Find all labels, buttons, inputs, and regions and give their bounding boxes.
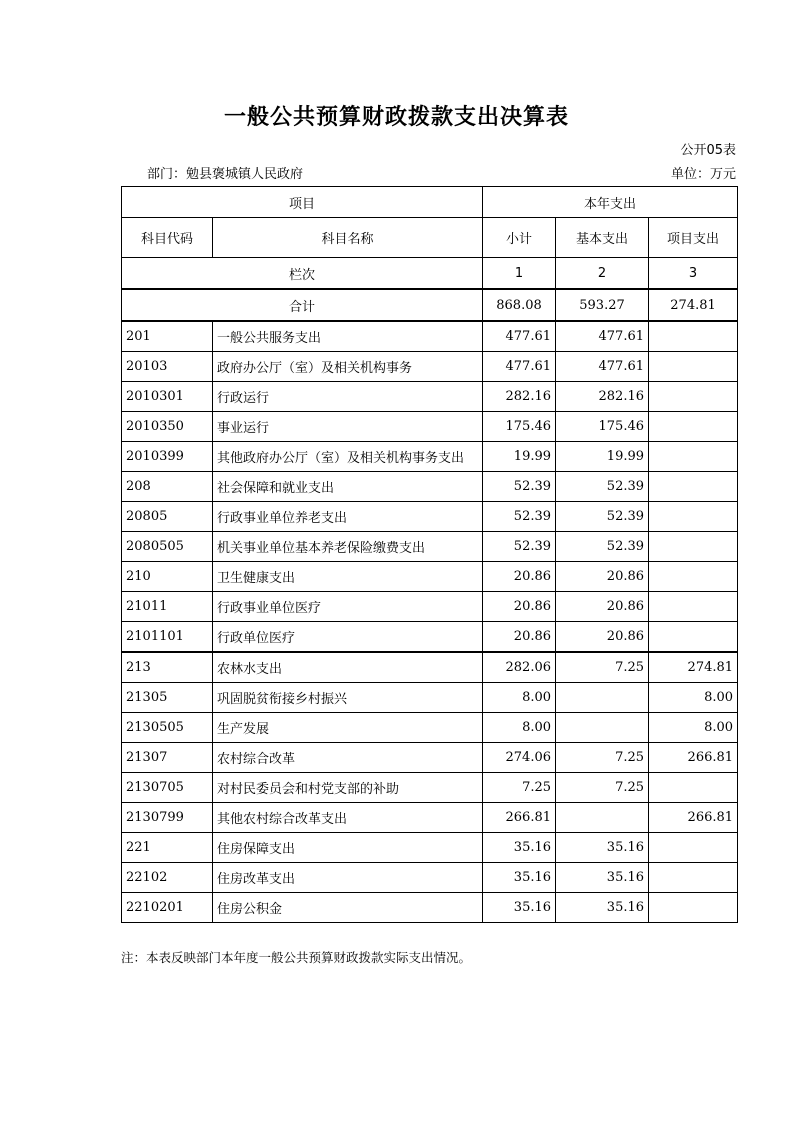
row-subtotal: 19.99 [483,442,556,472]
row-project [649,472,738,502]
row-subtotal: 282.16 [483,382,556,412]
row-name: 巩固脱贫衔接乡村振兴 [213,683,483,713]
row-name: 农林水支出 [213,652,483,683]
total-basic: 593.27 [556,289,649,321]
row-code: 21305 [122,683,213,713]
table-row [122,472,738,502]
header-row-1 [122,187,738,218]
header-basic: 基本支出 [556,218,649,258]
total-label: 合计 [122,289,483,321]
header-project: 项目 [122,187,483,218]
row-project [649,352,738,382]
row-code: 201 [122,321,213,352]
row-name: 农村综合改革 [213,743,483,773]
row-name: 行政单位医疗 [213,622,483,653]
row-project [649,321,738,352]
row-code: 2101101 [122,622,213,653]
table-row [122,683,738,713]
row-subtotal: 8.00 [483,713,556,743]
row-basic: 477.61 [556,321,649,352]
row-name: 卫生健康支出 [213,562,483,592]
row-project [649,773,738,803]
row-name: 一般公共服务支出 [213,321,483,352]
row-code: 2130799 [122,803,213,833]
row-project [649,442,738,472]
row-subtotal: 35.16 [483,893,556,923]
table-row [122,532,738,562]
page-title: 一般公共预算财政拨款支出决算表 [223,105,569,130]
row-code: 208 [122,472,213,502]
table-row [122,773,738,803]
row-name: 住房改革支出 [213,863,483,893]
row-subtotal: 8.00 [483,683,556,713]
row-basic: 52.39 [556,532,649,562]
header-row-2 [122,218,738,258]
row-subtotal: 175.46 [483,412,556,442]
row-code: 2010350 [122,412,213,442]
row-code: 21307 [122,743,213,773]
row-basic [556,803,649,833]
row-project [649,502,738,532]
row-code: 2130705 [122,773,213,803]
row-basic: 20.86 [556,592,649,622]
row-basic: 19.99 [556,442,649,472]
row-subtotal: 52.39 [483,532,556,562]
table-row [122,382,738,412]
row-basic [556,713,649,743]
column-index-row [122,258,738,290]
row-code: 2080505 [122,532,213,562]
row-name: 行政事业单位医疗 [213,592,483,622]
row-basic: 7.25 [556,743,649,773]
row-basic: 175.46 [556,412,649,442]
row-name: 行政运行 [213,382,483,412]
row-subtotal: 266.81 [483,803,556,833]
row-subtotal: 477.61 [483,352,556,382]
row-basic: 7.25 [556,652,649,683]
department-label: 部门：勉县褒城镇人民政府 [147,167,304,182]
row-project [649,833,738,863]
row-subtotal: 20.86 [483,592,556,622]
header-code: 科目代码 [122,218,213,258]
row-subtotal: 477.61 [483,321,556,352]
table-row [122,562,738,592]
header-subtotal: 小计 [483,218,556,258]
row-code: 2210201 [122,893,213,923]
row-name: 住房公积金 [213,893,483,923]
column-index-2: 2 [556,258,649,290]
row-basic [556,683,649,713]
row-basic: 35.16 [556,833,649,863]
expenditure-table [121,186,738,923]
row-name: 对村民委员会和村党支部的补助 [213,773,483,803]
row-basic: 7.25 [556,773,649,803]
row-project: 8.00 [649,713,738,743]
row-project: 274.81 [649,652,738,683]
row-subtotal: 35.16 [483,833,556,863]
footnote: 注：本表反映部门本年度一般公共预算财政拨款实际支出情况。 [121,950,472,965]
row-project: 266.81 [649,743,738,773]
column-index-3: 3 [649,258,738,290]
column-index-label: 栏次 [122,258,483,290]
table-row [122,321,738,352]
table-row [122,893,738,923]
row-basic: 52.39 [556,472,649,502]
row-code: 2130505 [122,713,213,743]
row-project [649,562,738,592]
row-subtotal: 20.86 [483,562,556,592]
row-subtotal: 7.25 [483,773,556,803]
row-name: 事业运行 [213,412,483,442]
row-code: 2010399 [122,442,213,472]
total-subtotal: 868.08 [483,289,556,321]
table-row [122,833,738,863]
row-project: 8.00 [649,683,738,713]
table-row [122,352,738,382]
row-basic: 35.16 [556,863,649,893]
table-row [122,652,738,683]
row-name: 社会保障和就业支出 [213,472,483,502]
unit-label: 单位：万元 [670,167,736,182]
row-name: 生产发展 [213,713,483,743]
row-basic: 52.39 [556,502,649,532]
row-subtotal: 282.06 [483,652,556,683]
table-row [122,803,738,833]
table-row [122,502,738,532]
table-code: 公开05表 [680,143,736,158]
row-name: 住房保障支出 [213,833,483,863]
row-code: 22102 [122,863,213,893]
table-row [122,442,738,472]
row-code: 210 [122,562,213,592]
row-code: 221 [122,833,213,863]
row-basic: 477.61 [556,352,649,382]
row-project [649,382,738,412]
row-project: 266.81 [649,803,738,833]
row-subtotal: 20.86 [483,622,556,653]
row-project [649,863,738,893]
header-name: 科目名称 [213,218,483,258]
table-row [122,622,738,653]
row-basic: 20.86 [556,622,649,653]
row-project [649,412,738,442]
row-code: 21011 [122,592,213,622]
row-code: 20103 [122,352,213,382]
table-row [122,592,738,622]
row-name: 行政事业单位养老支出 [213,502,483,532]
row-project [649,532,738,562]
row-subtotal: 52.39 [483,502,556,532]
header-this-year: 本年支出 [483,187,738,218]
row-project [649,622,738,653]
row-name: 其他农村综合改革支出 [213,803,483,833]
table-row [122,863,738,893]
table-row [122,412,738,442]
table-row [122,713,738,743]
row-code: 20805 [122,502,213,532]
row-code: 2010301 [122,382,213,412]
row-basic: 282.16 [556,382,649,412]
row-basic: 20.86 [556,562,649,592]
table-row [122,743,738,773]
total-row [122,289,738,321]
row-project [649,592,738,622]
row-subtotal: 35.16 [483,863,556,893]
row-subtotal: 52.39 [483,472,556,502]
total-project: 274.81 [649,289,738,321]
row-code: 213 [122,652,213,683]
row-name: 机关事业单位基本养老保险缴费支出 [213,532,483,562]
row-name: 其他政府办公厅（室）及相关机构事务支出 [213,442,483,472]
column-index-1: 1 [483,258,556,290]
row-name: 政府办公厅（室）及相关机构事务 [213,352,483,382]
row-basic: 35.16 [556,893,649,923]
row-project [649,893,738,923]
row-subtotal: 274.06 [483,743,556,773]
header-project-exp: 项目支出 [649,218,738,258]
